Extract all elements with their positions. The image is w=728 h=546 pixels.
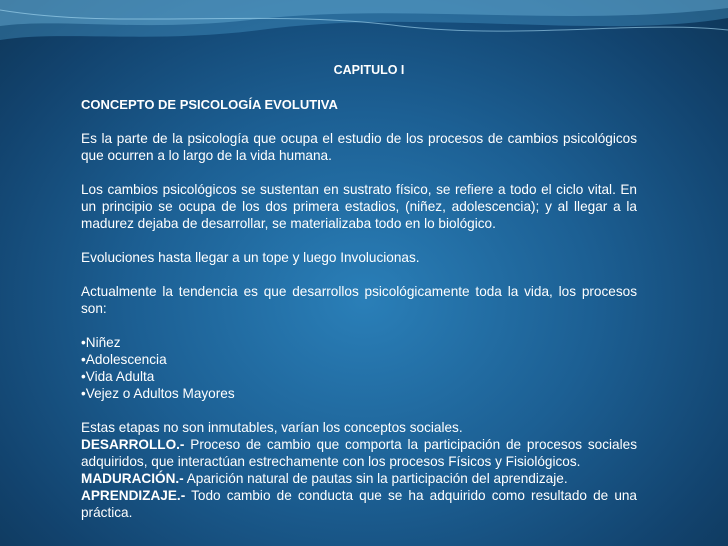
list-item (81, 334, 637, 351)
definition-term: DESARROLLO.- (81, 437, 185, 452)
decorative-wave (0, 0, 728, 70)
list-item (81, 351, 637, 368)
slide-title: CAPITULO I (333, 63, 405, 77)
paragraph-stages-note: Estas etapas no son inmutables, varían los conceptos sociales. (81, 420, 463, 435)
stage-label: Vejez o Adultos Mayores (85, 386, 235, 401)
paragraph-evolution: Evoluciones hasta llegar a un tope y luego Involucionas. (81, 250, 420, 265)
paragraph-current-trend: Actualmente la tendencia es que desarrollos psicológicamente toda la vida, los procesos son: (81, 284, 637, 316)
paragraph-physical-basis: Los cambios psicológicos se sustentan en sustrato físico, se refiere a todo el ciclo vital. En un principio se ocupa de los dos primera estadios, (niñez, adolescencia); y al llegar a la madurez dejaba de desarrollar, se materializaba todo en lo biológico. (81, 182, 637, 231)
stage-label: Niñez (85, 335, 121, 350)
stage-label: Adolescencia (85, 352, 167, 367)
definition-aprendizaje (81, 487, 637, 521)
definition-term: APRENDIZAJE.- (81, 488, 186, 503)
definition-term: MADURACIÓN.- (81, 471, 184, 486)
definition-maduracion (81, 470, 637, 487)
definition-text: Aparición natural de pautas sin la participación del aprendizaje. (183, 471, 568, 486)
definition-desarrollo (81, 436, 637, 470)
definition-text: Proceso de cambio que comporta la participación de procesos sociales adquiridos, que interactúan estrechamente con los procesos Físicos y Fisiológicos. (81, 437, 637, 469)
definition-text: Todo cambio de conducta que se ha adquirido como resultado de una práctica. (81, 488, 637, 520)
slide-content (81, 62, 637, 521)
stages-list (81, 334, 637, 402)
list-item (81, 385, 637, 402)
section-heading: CONCEPTO DE PSICOLOGÍA EVOLUTIVA (81, 97, 338, 112)
stage-label: Vida Adulta (85, 369, 155, 384)
list-item (81, 368, 637, 385)
paragraph-definition: Es la parte de la psicología que ocupa el estudio de los procesos de cambios psicológicos que ocurren a lo largo de la vida humana. (81, 131, 637, 163)
